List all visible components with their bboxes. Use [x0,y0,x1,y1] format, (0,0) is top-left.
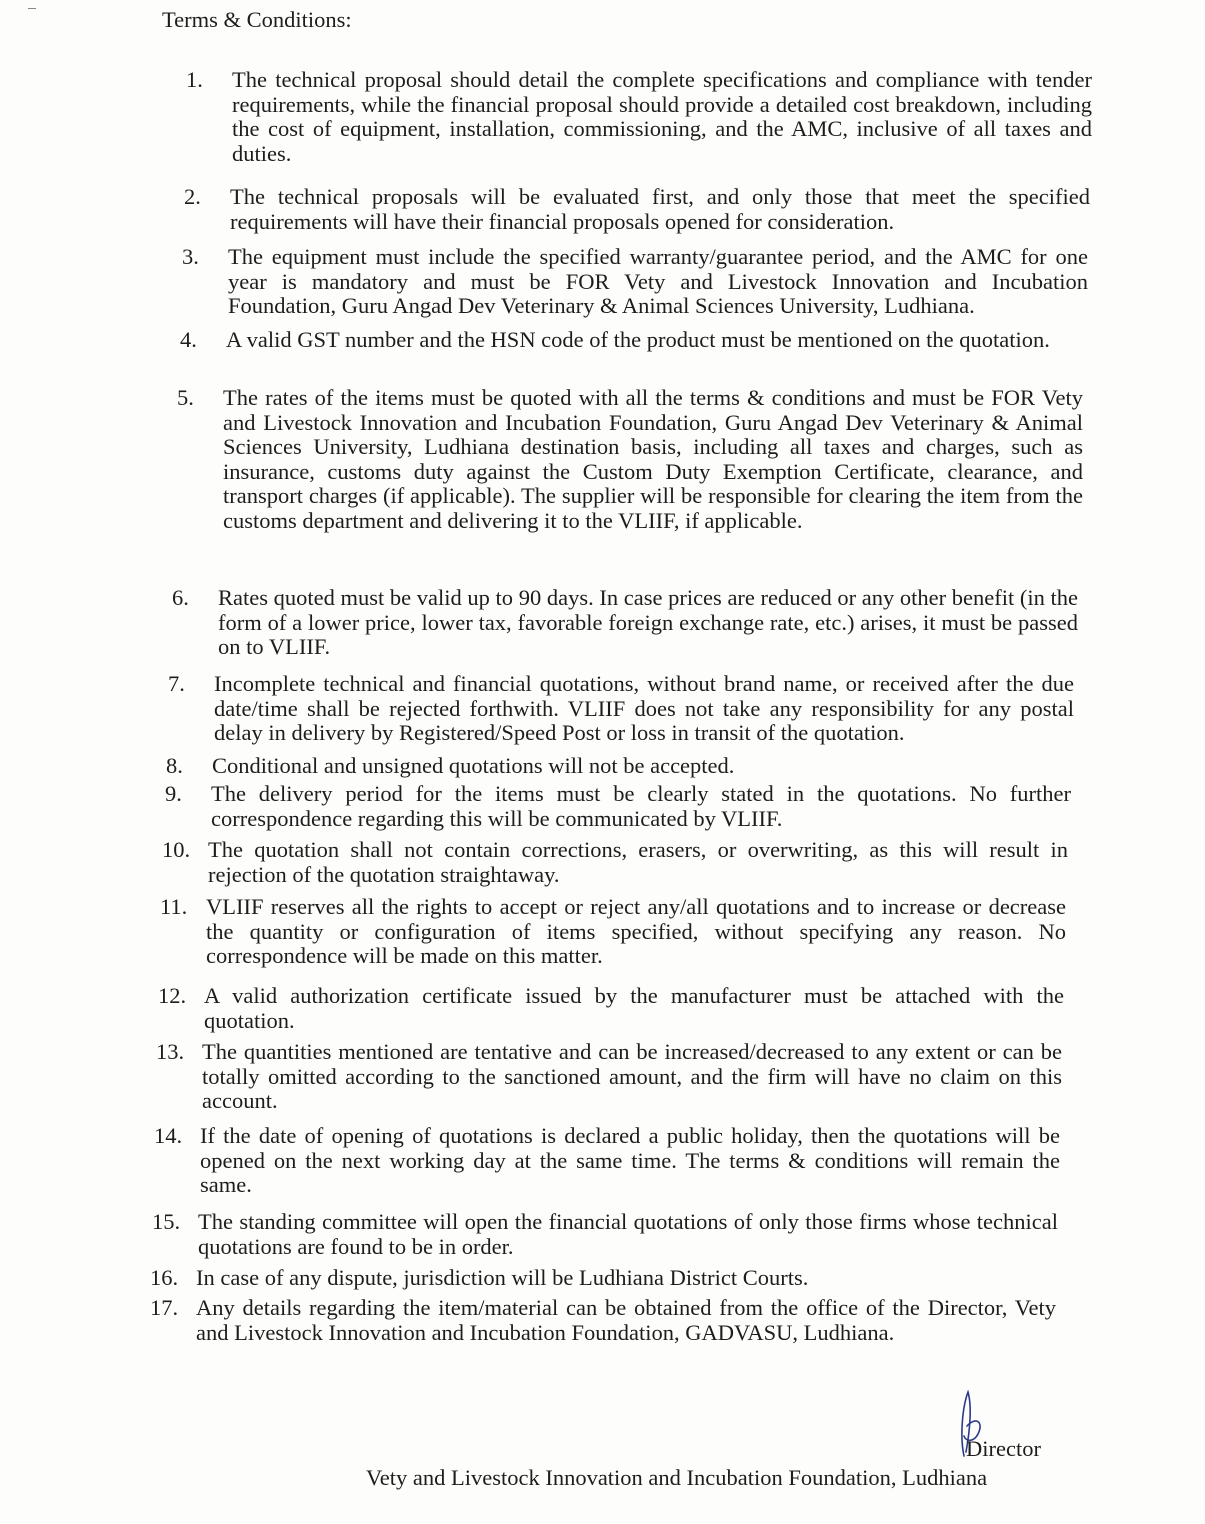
item-text: A valid GST number and the HSN code of the product must be mentioned on the quotation. [226,327,1050,352]
list-item [172,585,1078,660]
item-text: Conditional and unsigned quotations will not be accepted. [212,753,735,778]
item-text: The technical proposals will be evaluated first, and only those that meet the specified requirements will have their financial proposals opened for consideration. [230,184,1090,234]
item-number: 1. [186,67,203,92]
item-text: The quotation shall not contain corrections, erasers, or overwriting, as this will result in rejection of the quotation straightaway. [208,837,1068,887]
list-item [186,67,1092,166]
item-number: 11. [160,894,188,919]
list-item [162,837,1068,887]
item-number: 13. [156,1039,185,1064]
item-text: Rates quoted must be valid up to 90 days. In case prices are reduced or any other benefit (in the form of a lower price, lower tax, favorable foreign exchange rate, etc.) arises, it must be passed on to VLIIF. [218,585,1078,659]
item-text: A valid authorization certificate issued by the manufacturer must be attached with the quotation. [204,983,1064,1033]
item-number: 17. [150,1295,179,1320]
item-number: 8. [166,753,183,778]
scan-mark [28,8,36,9]
list-item [160,894,1066,969]
signatory-organization: Vety and Livestock Innovation and Incubation Foundation, Ludhiana [366,1465,988,1490]
item-number: 6. [172,585,189,610]
item-number: 5. [177,385,194,410]
item-number: 3. [182,244,199,269]
item-text: Incomplete technical and financial quotations, without brand name, or received after the due date/time shall be rejected forthwith. VLIIF does not take any responsibility for any postal delay in delivery by Registered/Speed Post or loss in transit of the quotation. [214,671,1074,745]
item-number: 10. [162,837,191,862]
item-number: 7. [168,671,185,696]
item-text: The rates of the items must be quoted with all the terms & conditions and must be FOR Vety and Livestock Innovation and Incubation Foundation, Guru Angad Dev Veterinary & Animal Sciences University, Ludhiana destination basis, including all taxes and charges, such as insurance, customs duty against the Custom Duty Exemption Certificate, clearance, and transport charges (if applicable). The supplier will be responsible for clearing the item from the customs department and delivering it to the VLIIF, if applicable. [223,385,1083,533]
item-number: 2. [184,184,201,209]
item-number: 4. [180,327,197,352]
list-item [156,1039,1062,1114]
item-text: The technical proposal should detail the complete specifications and compliance with tender requirements, while the financial proposal should provide a detailed cost breakdown, including the cost of equipment, installation, commissioning, and the AMC, inclusive of all taxes and duties. [232,67,1092,166]
item-number: 15. [152,1209,181,1234]
list-item [182,244,1088,319]
item-text: The equipment must include the specified warranty/guarantee period, and the AMC for one year is mandatory and must be FOR Vety and Livestock Innovation and Incubation Foundation, Guru Angad Dev Veterinary & Animal Sciences University, Ludhiana. [228,244,1088,318]
item-text: The quantities mentioned are tentative and can be increased/decreased to any extent or can be totally omitted according to the sanctioned amount, and the firm will have no claim on this account. [202,1039,1062,1113]
list-item [184,184,1090,234]
signatory-title: Director [966,1436,1041,1461]
item-number: 16. [150,1265,179,1290]
item-text: In case of any dispute, jurisdiction will be Ludhiana District Courts. [196,1265,809,1290]
list-item [180,327,1086,353]
list-item [165,781,1071,831]
list-item [154,1123,1060,1198]
item-text: Any details regarding the item/material can be obtained from the office of the Director, Vety and Livestock Innovation and Incubation Foundation, GADVASU, Ludhiana. [196,1295,1056,1345]
list-item [158,983,1064,1033]
item-text: The standing committee will open the financial quotations of only those firms whose technical quotations are found to be in order. [198,1209,1058,1259]
item-number: 14. [154,1123,183,1148]
item-number: 12. [158,983,187,1008]
list-item [168,671,1074,746]
item-number: 9. [165,781,182,806]
item-text: If the date of opening of quotations is declared a public holiday, then the quotations will be opened on the next working day at the same time. The terms & conditions will remain the same. [200,1123,1060,1197]
list-item [150,1265,1056,1291]
list-item [150,1295,1056,1345]
item-text: The delivery period for the items must be clearly stated in the quotations. No further correspondence regarding this will be communicated by VLIIF. [211,781,1071,831]
terms-heading: Terms & Conditions: [162,7,352,32]
list-item [177,385,1083,533]
item-text: VLIIF reserves all the rights to accept or reject any/all quotations and to increase or decrease the quantity or configuration of items specified, without specifying any reason. No correspondence will be made on this matter. [206,894,1066,968]
list-item [152,1209,1058,1259]
list-item [166,753,1072,779]
